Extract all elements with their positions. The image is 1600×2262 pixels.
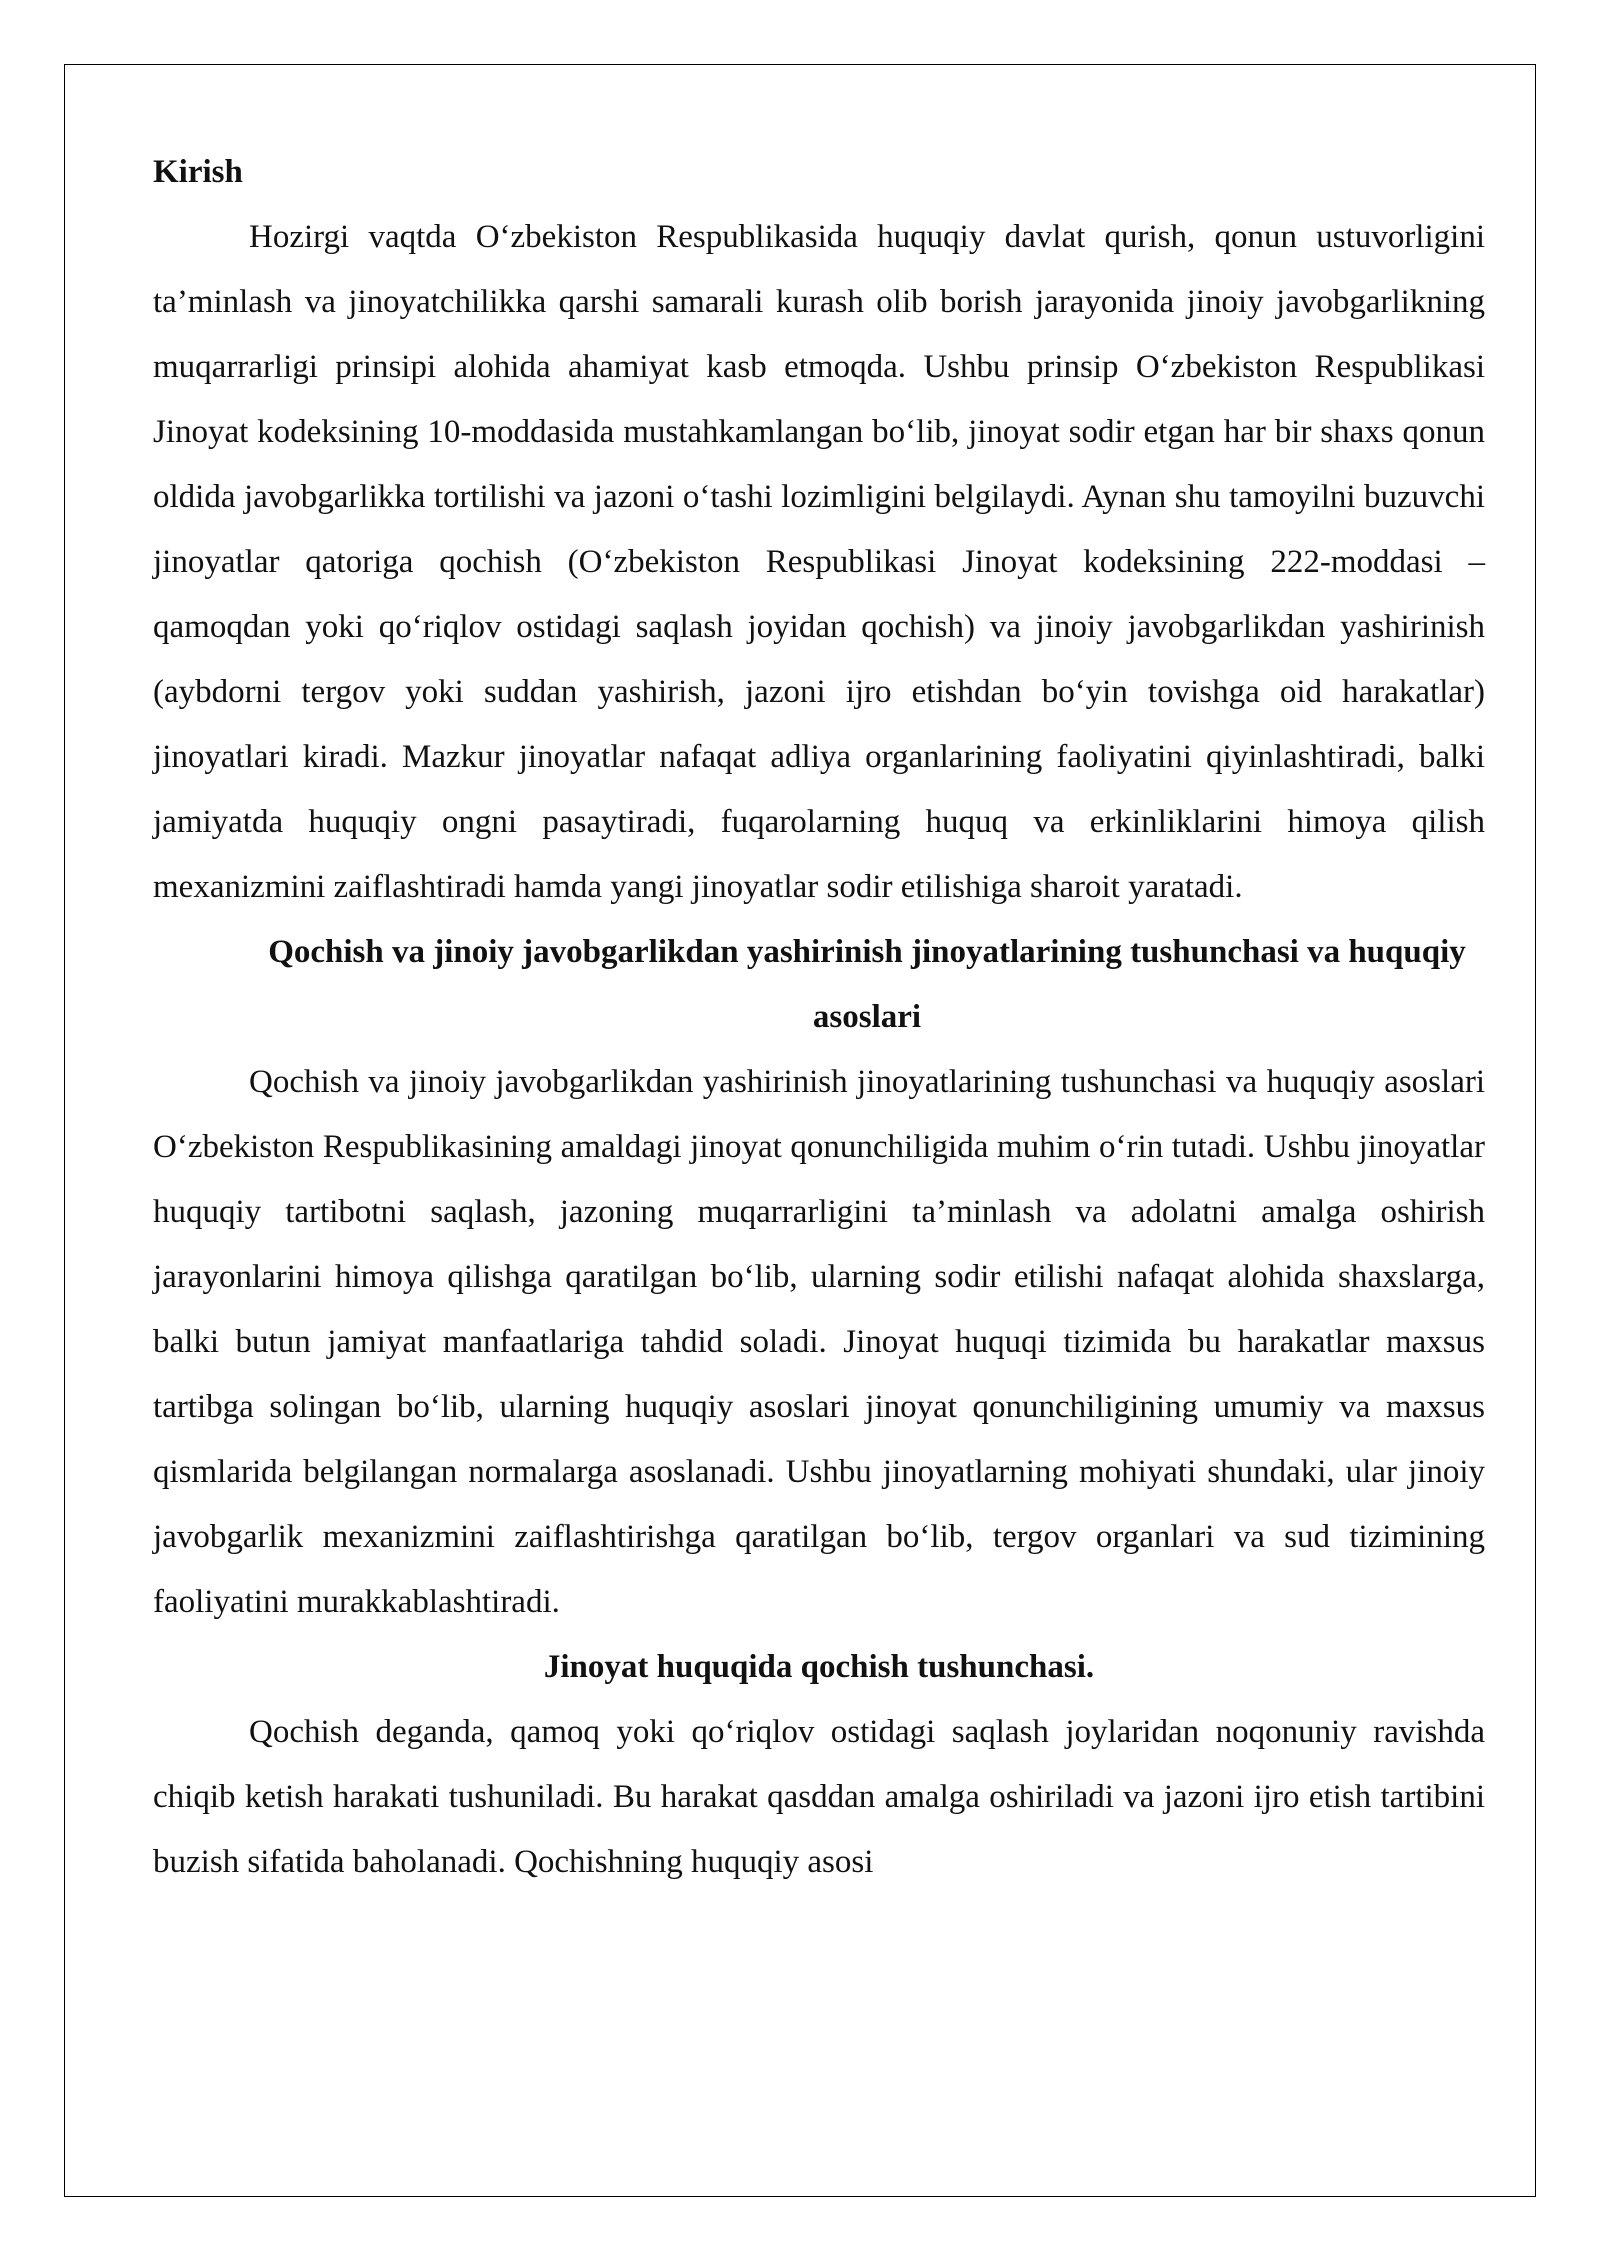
section1-heading: Qochish va jinoiy javobgarlikdan yashirinish jinoyatlarining tushunchasi va huquqiy asoslari: [268, 934, 1466, 1035]
intro-heading: Kirish: [153, 154, 243, 190]
document-body: [153, 140, 1485, 1895]
section2-paragraph: Qochish deganda, qamoq yoki qo‘riqlov ostidagi saqlash joylaridan noqonuniy ravishda chiqib ketish harakati tushuniladi. Bu harakat qasddan amalga oshiriladi va jazoni ijro etish tartibini buzish sifatida baholanadi. Qochishning huquqiy asosi: [153, 1714, 1485, 1880]
section1-paragraph: Qochish va jinoiy javobgarlikdan yashirinish jinoyatlarining tushunchasi va huquqiy asoslari O‘zbekiston Respublikasining amaldagi jinoyat qonunchiligida muhim o‘rin tutadi. Ushbu jinoyatlar huquqiy tartibotni saqlash, jazoning muqarrarligini ta’minlash va adolatni amalga oshirish jarayonlarini himoya qilishga qaratilgan bo‘lib, ularning sodir etilishi nafaqat alohida shaxslarga, balki butun jamiyat manfaatlariga tahdid soladi. Jinoyat huquqi tizimida bu harakatlar maxsus tartibga solingan bo‘lib, ularning huquqiy asoslari jinoyat qonunchiligining umumiy va maxsus qismlarida belgilangan normalarga asoslanadi. Ushbu jinoyatlarning mohiyati shundaki, ular jinoiy javobgarlik mexanizmini zaiflashtirishga qaratilgan bo‘lib, tergov organlari va sud tizimining faoliyatini murakkablashtiradi.: [153, 1064, 1485, 1620]
intro-paragraph: Hozirgi vaqtda O‘zbekiston Respublikasida huquqiy davlat qurish, qonun ustuvorligini ta’minlash va jinoyatchilikka qarshi samarali kurash olib borish jarayonida jinoiy javobgarlikning muqarrarligi prinsipi alohida ahamiyat kasb etmoqda. Ushbu prinsip O‘zbekiston Respublikasi Jinoyat kodeksining 10-moddasida mustahkamlangan bo‘lib, jinoyat sodir etgan har bir shaxs qonun oldida javobgarlikka tortilishi va jazoni o‘tashi lozimligini belgilaydi. Aynan shu tamoyilni buzuvchi jinoyatlar qatoriga qochish (O‘zbekiston Respublikasi Jinoyat kodeksining 222-moddasi – qamoqdan yoki qo‘riqlov ostidagi saqlash joyidan qochish) va jinoiy javobgarlikdan yashirinish (aybdorni tergov yoki suddan yashirish, jazoni ijro etishdan bo‘yin tovishga oid harakatlar) jinoyatlari kiradi. Mazkur jinoyatlar nafaqat adliya organlarining faoliyatini qiyinlashtiradi, balki jamiyatda huquqiy ongni pasaytiradi, fuqarolarning huquq va erkinliklarini himoya qilish mexanizmini zaiflashtiradi hamda yangi jinoyatlar sodir etilishiga sharoit yaratadi.: [153, 219, 1485, 905]
section2-heading: Jinoyat huquqida qochish tushunchasi.: [543, 1649, 1095, 1685]
